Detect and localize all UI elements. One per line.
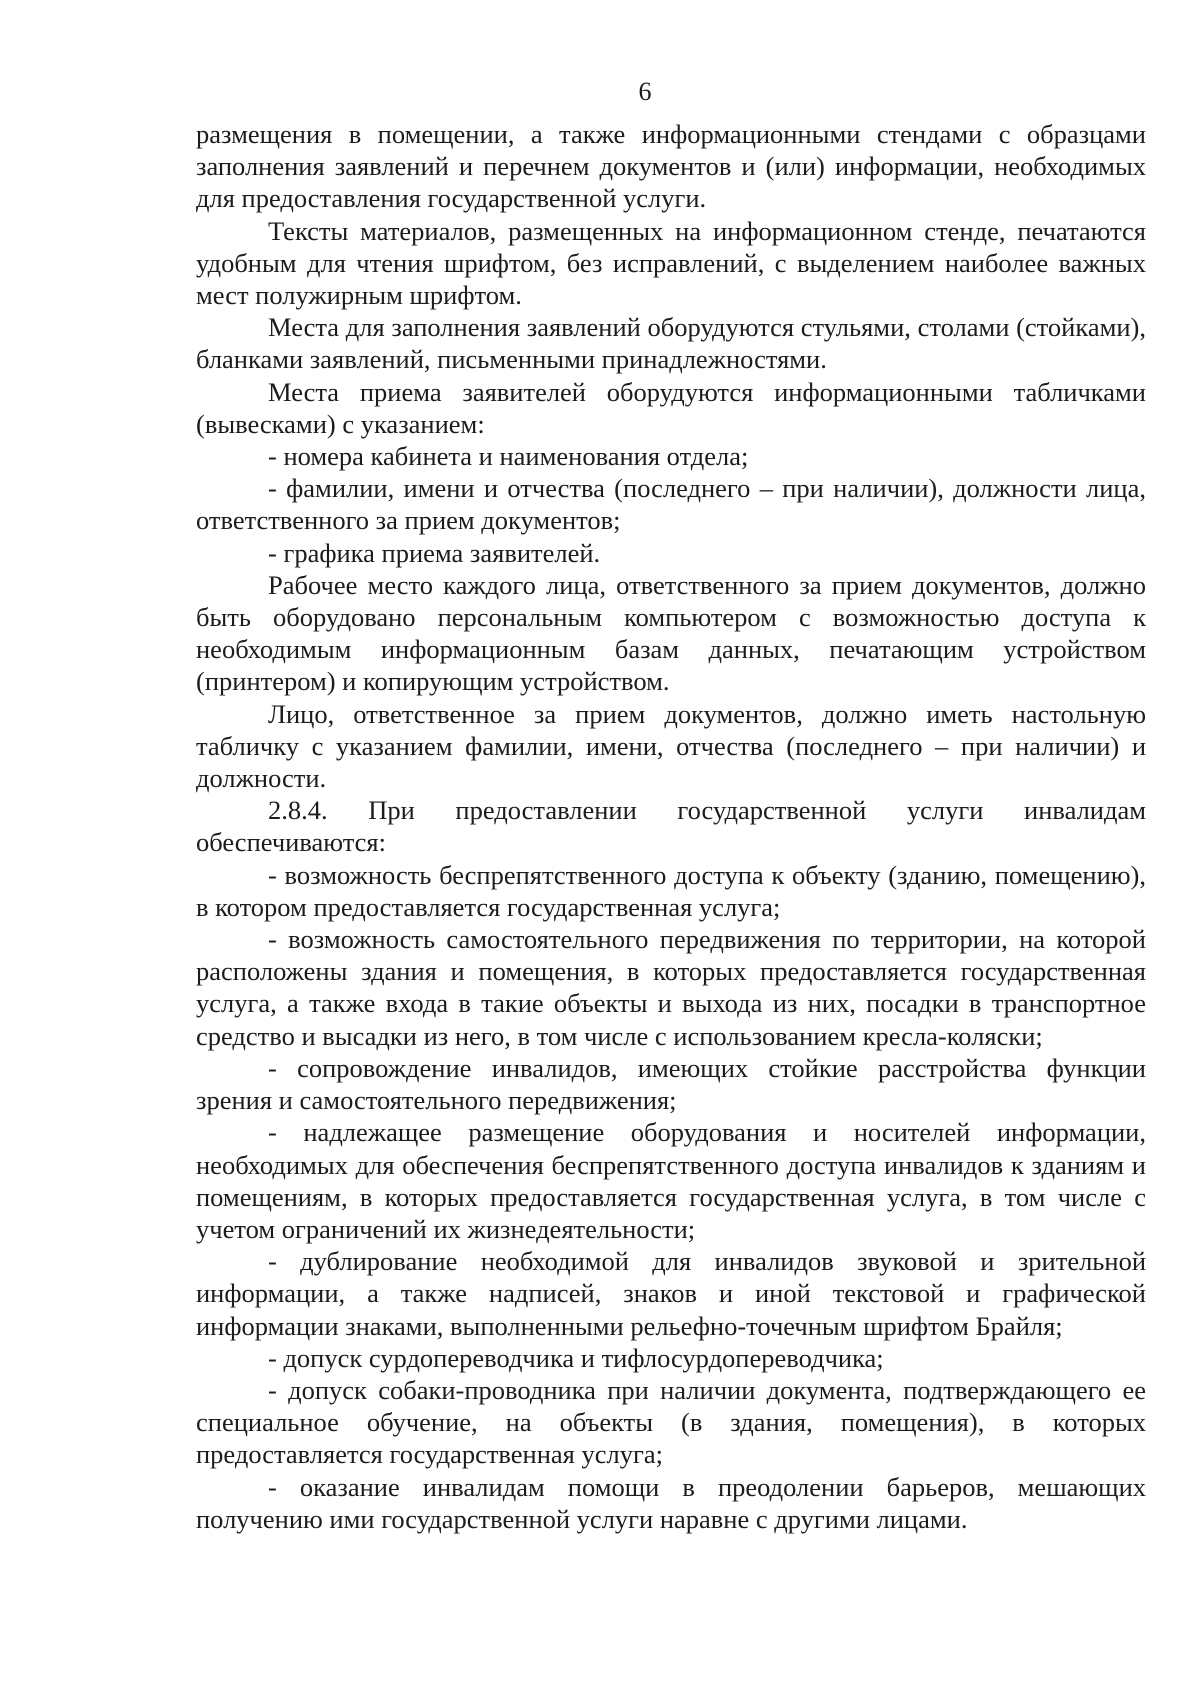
paragraph: Тексты материалов, размещенных на информационном стенде, печатаются удобным для чтения шрифтом, без исправлений, с выделением наиболее важных мест полужирным шрифтом. (196, 215, 1146, 311)
list-item: - номера кабинета и наименования отдела; (268, 441, 749, 472)
list-item: - возможность самостоятельного передвижения по территории, на которой расположены здания и помещения, в которых предоставляется государственная услуга, а также входа в такие объекты и выхода из них, посадки в транспортное средство и высадки из него, в том числе с использованием кресла-коляски; (196, 924, 1146, 1051)
paragraph: размещения в помещении, а также информационными стендами с образцами заполнения заявлений и перечнем документов и (или) информации, необходимых для предоставления государственной услуги. (196, 119, 1146, 214)
page-number: 6 (638, 77, 652, 106)
list-item: - надлежащее размещение оборудования и носителей информации, необходимых для обеспечения беспрепятственного доступа инвалидов к зданиям и помещениям, в которых предоставляется государственная услуга, в том числе с учетом ограничений их жизнедеятельности; (196, 1117, 1146, 1244)
list-item: - фамилии, имени и отчества (последнего – при наличии), должности лица, ответственного за прием документов; (196, 473, 1146, 536)
document-body (196, 118, 1146, 1535)
list-item: - сопровождение инвалидов, имеющих стойкие расстройства функции зрения и самостоятельного передвижения; (196, 1052, 1146, 1116)
paragraph: Места приема заявителей оборудуются информационными табличками (вывесками) с указанием: (196, 376, 1146, 439)
paragraph: Рабочее место каждого лица, ответственного за прием документов, должно быть оборудовано персональным компьютером с возможностью доступа к необходимым информационным базам данных, печатающим устройством (принтером) и копирующим устройством. (196, 569, 1146, 697)
list-item: - допуск собаки-проводника при наличии документа, подтверждающего ее специальное обучение, на объекты (в здания, помещения), в которых предоставляется государственная услуга; (196, 1374, 1146, 1470)
paragraph: Места для заполнения заявлений оборудуются стульями, столами (стойками), бланками заявлений, письменными принадлежностями. (196, 312, 1146, 375)
list-item: - графика приема заявителей. (268, 537, 601, 568)
section-paragraph: 2.8.4. При предоставлении государственной услуги инвалидам обеспечиваются: (196, 795, 1146, 858)
list-item: - допуск сурдопереводчика и тифлосурдопереводчика; (268, 1342, 884, 1373)
list-item: - дублирование необходимой для инвалидов звуковой и зрительной информации, а также надписей, знаков и иной текстовой и графической информации знаками, выполненными рельефно-точечным шрифтом Брайля; (196, 1246, 1146, 1341)
list-item: - возможность беспрепятственного доступа к объекту (зданию, помещению), в котором предоставляется государственная услуга; (196, 859, 1146, 922)
paragraph: Лицо, ответственное за прием документов, должно иметь настольную табличку с указанием фамилии, имени, отчества (последнего – при наличии) и должности. (196, 698, 1146, 794)
list-item: - оказание инвалидам помощи в преодолении барьеров, мешающих получению ими государственной услуги наравне с другими лицами. (196, 1471, 1146, 1534)
